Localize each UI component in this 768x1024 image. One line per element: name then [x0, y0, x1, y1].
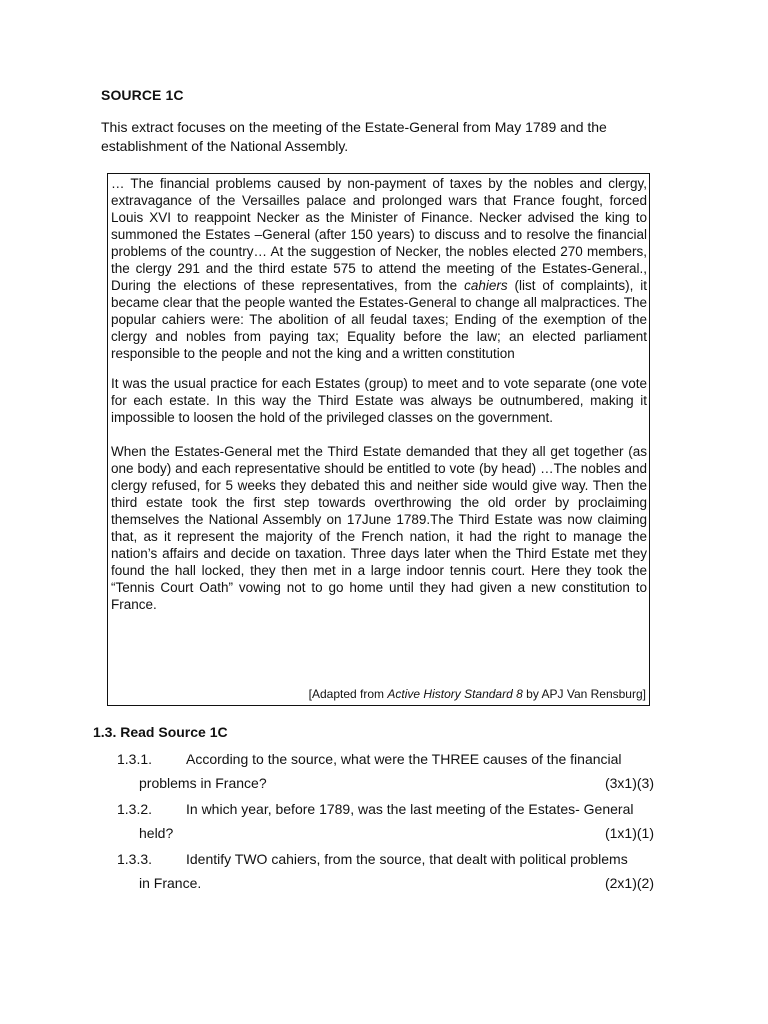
source-paragraph-1: [111, 175, 647, 362]
source-paragraph-2: It was the usual practice for each Estates (group) to meet and to vote separate (one vote for each estate. In this way the Third Estate was always be outnumbered, making it impossible to loosen the hold of the privileged classes on the government.: [111, 376, 647, 425]
attribution-suffix: by APJ Van Rensburg]: [526, 687, 646, 701]
questions-heading: 1.3. Read Source 1C: [93, 724, 228, 740]
question-marks: (2x1)(2): [604, 875, 654, 891]
question-text-continued: held?: [139, 825, 174, 841]
source-intro: This extract focuses on the meeting of the Estate-General from May 1789 and the establishment of the National Assembly.: [101, 119, 607, 154]
source-attribution: [309, 687, 646, 702]
question-item: [117, 847, 654, 895]
question-number: 1.3.3.: [117, 851, 153, 867]
paragraph-1-text-before: … The financial problems caused by non-payment of taxes by the nobles and clergy, extravagance of the Versailles palace and prolonged wars that France fought, forced Louis XVI to reappoint Necker as the Minister of Finance. Necker advised the king to summoned the Estates –General (after 150 years) to discuss and to resolve the financial problems of the country… At the suggestion of Necker, the nobles elected 270 members, the clergy 291 and the third estate 575 to attend the meeting of the Estates-General., During the elections of these representatives, from the: [111, 176, 647, 293]
source-heading: SOURCE 1C: [101, 87, 184, 103]
paragraph-1-text-after: (list of complaints), it became clear that the people wanted the Estates-General to change all malpractices. The popular cahiers were: The abolition of all feudal taxes; Ending of the exemption of the clergy and nobles from paying tax; Equality before the law; an elected parliament responsible to the people and not the king and a written constitution: [111, 278, 647, 361]
question-item: [117, 797, 654, 845]
question-number: 1.3.2.: [117, 801, 153, 817]
attribution-prefix: [Adapted from: [308, 687, 385, 701]
question-item: [117, 747, 654, 795]
source-paragraph-3: When the Estates-General met the Third Estate demanded that they all get together (as one body) and each representative should be entitled to vote (by head) …The nobles and clergy refused, for 5 weeks they debated this and neither side would give way. Then the third estate took the first step towards overthrowing the old order by proclaiming themselves the National Assembly on 17June 1789.The Third Estate was now claiming that, as it represent the majority of the French nation, it had the right to manage the nation’s affairs and decide on taxation. Three days later when the Third Estate met they found the hall locked, they then met in a large indoor tennis court. Here they took the “Tennis Court Oath” vowing not to go home until they had given a new constitution to France.: [111, 444, 647, 612]
question-text: According to the source, what were the THREE causes of the financial: [186, 751, 622, 767]
question-marks: (3x1)(3): [604, 775, 654, 791]
question-marks: (1x1)(1): [604, 825, 654, 841]
question-text: In which year, before 1789, was the last meeting of the Estates- General: [186, 801, 634, 817]
attribution-title: Active History Standard 8: [387, 687, 523, 701]
source-extract-box: [107, 173, 650, 706]
question-text: Identify TWO cahiers, from the source, that dealt with political problems: [186, 851, 628, 867]
question-number: 1.3.1.: [117, 751, 153, 767]
question-text-continued: problems in France?: [139, 775, 267, 791]
question-text-continued: in France.: [139, 875, 202, 891]
cahiers-term: cahiers: [464, 278, 508, 293]
